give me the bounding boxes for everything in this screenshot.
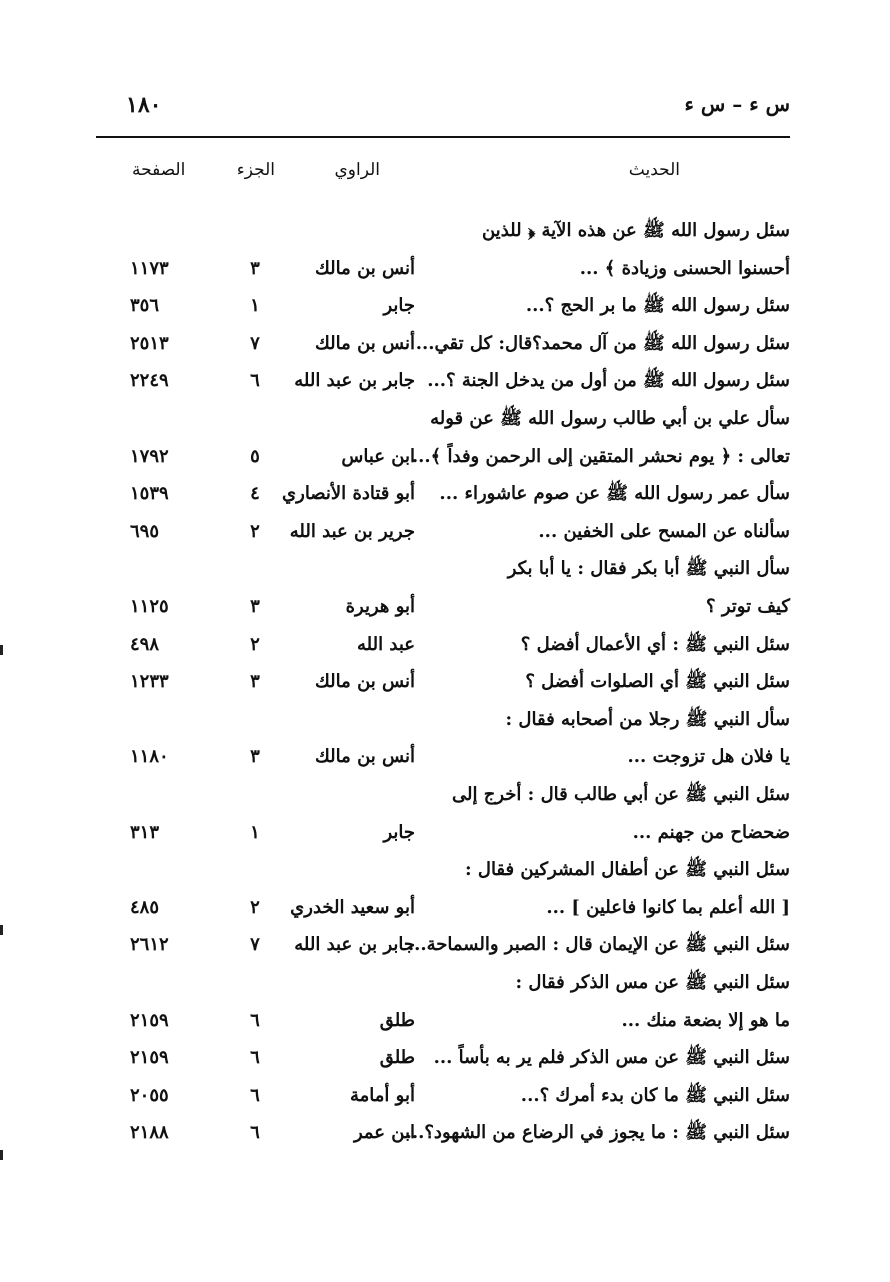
hadith-text: تعالى : ﴿ يوم نحشر المتقين إلى الرحمن وفداً ﴾... [411, 445, 790, 467]
narrator: جابر [383, 295, 415, 317]
narrator: طلق [379, 1009, 415, 1031]
scan-edge-mark [0, 1150, 3, 1160]
page-reference: ٢٢٤٩ [130, 370, 169, 392]
volume-number: ٢ [250, 896, 260, 918]
page-reference: ٢٦١٢ [130, 934, 169, 956]
column-header-juz: الجزء [236, 160, 275, 180]
page-reference: ٦٩٥ [130, 520, 160, 542]
volume-number: ١ [250, 295, 260, 317]
volume-number: ٧ [250, 332, 260, 354]
hadith-text: سئل النبي ﷺ : أي الأعمال أفضل ؟ [520, 633, 790, 655]
scan-edge-mark [0, 925, 3, 935]
scan-edge-mark [0, 645, 3, 655]
volume-number: ٣ [250, 257, 260, 279]
narrator: عبد الله [357, 633, 415, 655]
hadith-text: سأل النبي ﷺ أبا بكر فقال : يا أبا بكر [507, 558, 790, 580]
narrator: جابر بن عبد الله [294, 370, 415, 392]
hadith-text: سألناه عن المسح على الخفين ... [538, 520, 790, 542]
volume-number: ٥ [250, 445, 260, 467]
volume-number: ٤ [250, 483, 260, 505]
page-reference: ١١٢٥ [130, 596, 169, 617]
page-reference: ١٧٩٢ [130, 445, 169, 467]
volume-number: ٦ [250, 370, 260, 392]
page-reference: ٢١٥٩ [130, 1047, 169, 1069]
hadith-text: سئل رسول الله ﷺ من آل محمد؟قال: كل تقي... [415, 332, 790, 354]
letter-range: س ء – س ء [684, 92, 790, 116]
column-header-hadith: الحديث [628, 160, 680, 180]
narrator: أبو سعيد الخدري [290, 896, 415, 918]
hadith-text: سئل رسول الله ﷺ من أول من يدخل الجنة ؟... [427, 370, 790, 392]
hadith-text: يا فلان هل تزوجت ... [627, 746, 790, 768]
hadith-text: سئل رسول الله ﷺ عن هذه الآية ﴿ للذين [481, 220, 790, 241]
hadith-text: سأل النبي ﷺ رجلا من أصحابه فقال : [505, 708, 790, 730]
volume-number: ٣ [250, 671, 260, 693]
hadith-text: [ الله أعلم بما كانوا فاعلين ] ... [546, 896, 790, 918]
page-reference: ١١٨٠ [130, 746, 169, 768]
hadith-text: سئل النبي ﷺ ما كان بدء أمرك ؟... [520, 1084, 790, 1106]
page-reference: ٣٥٦ [130, 295, 160, 317]
narrator: جابر [383, 821, 415, 843]
hadith-text: ما هو إلا بضعة منك ... [621, 1009, 790, 1031]
volume-number: ٢ [250, 633, 260, 655]
hadith-text: سأل عمر رسول الله ﷺ عن صوم عاشوراء ... [439, 483, 790, 505]
page-number: ١٨٠ [126, 92, 162, 118]
narrator: أبو قتادة الأنصاري [282, 483, 415, 505]
volume-number: ٦ [250, 1047, 260, 1069]
page-reference: ١١٧٣ [130, 257, 169, 279]
volume-number: ٣ [250, 746, 260, 768]
volume-number: ٦ [250, 1122, 260, 1144]
volume-number: ٦ [250, 1009, 260, 1031]
page-reference: ١٢٣٣ [130, 671, 169, 693]
hadith-text: سئل النبي ﷺ عن مس الذكر فقال : [515, 972, 790, 993]
narrator: طلق [379, 1047, 415, 1069]
volume-number: ٢ [250, 520, 260, 542]
column-header-rawi: الراوي [334, 160, 380, 180]
hadith-text: ضحضاح من جهنم ... [632, 821, 790, 843]
page-reference: ٢١٥٩ [130, 1009, 169, 1031]
hadith-text: كيف توتر ؟ [706, 596, 790, 617]
narrator: أبو هريرة [345, 596, 415, 617]
volume-number: ١ [250, 821, 260, 843]
narrator: ابن عباس [341, 445, 415, 467]
page-reference: ٤٩٨ [130, 633, 160, 655]
volume-number: ٧ [250, 934, 260, 956]
page-reference: ٤٨٥ [130, 896, 160, 918]
page-reference: ٢٥١٣ [130, 332, 169, 354]
narrator: أبو أمامة [350, 1084, 415, 1106]
hadith-text: سئل النبي ﷺ عن أبي طالب قال : أخرج إلى [451, 784, 790, 805]
narrator: جابر بن عبد الله [294, 934, 415, 956]
hadith-text: سئل النبي ﷺ عن أطفال المشركين فقال : [464, 859, 790, 881]
page-reference: ٣١٣ [130, 821, 160, 843]
narrator: أنس بن مالك [315, 332, 415, 354]
page-reference: ٢٠٥٥ [130, 1084, 169, 1106]
hadith-text: أحسنوا الحسنى وزيادة ﴾ ... [579, 257, 790, 279]
page-reference: ١٥٣٩ [130, 483, 169, 505]
column-header-page: الصفحة [132, 160, 186, 180]
narrator: جرير بن عبد الله [289, 520, 415, 542]
hadith-text: سئل رسول الله ﷺ ما بر الحج ؟... [525, 295, 790, 317]
hadith-text: سئل النبي ﷺ : ما يجوز في الرضاع من الشهود؟... [405, 1122, 790, 1144]
narrator: ابن عمر [353, 1122, 415, 1144]
narrator: أنس بن مالك [315, 746, 415, 768]
hadith-text: سئل النبي ﷺ أي الصلوات أفضل ؟ [525, 671, 790, 693]
hadith-text: سئل النبي ﷺ عن مس الذكر فلم ير به بأساً ... [433, 1047, 790, 1069]
volume-number: ٣ [250, 596, 260, 617]
volume-number: ٦ [250, 1084, 260, 1106]
hadith-text: سئل النبي ﷺ عن الإيمان قال : الصبر والسماحة... [407, 934, 790, 956]
narrator: أنس بن مالك [315, 671, 415, 693]
narrator: أنس بن مالك [315, 257, 415, 279]
page-reference: ٢١٨٨ [130, 1122, 169, 1144]
hadith-text: سأل علي بن أبي طالب رسول الله ﷺ عن قوله [430, 408, 790, 429]
